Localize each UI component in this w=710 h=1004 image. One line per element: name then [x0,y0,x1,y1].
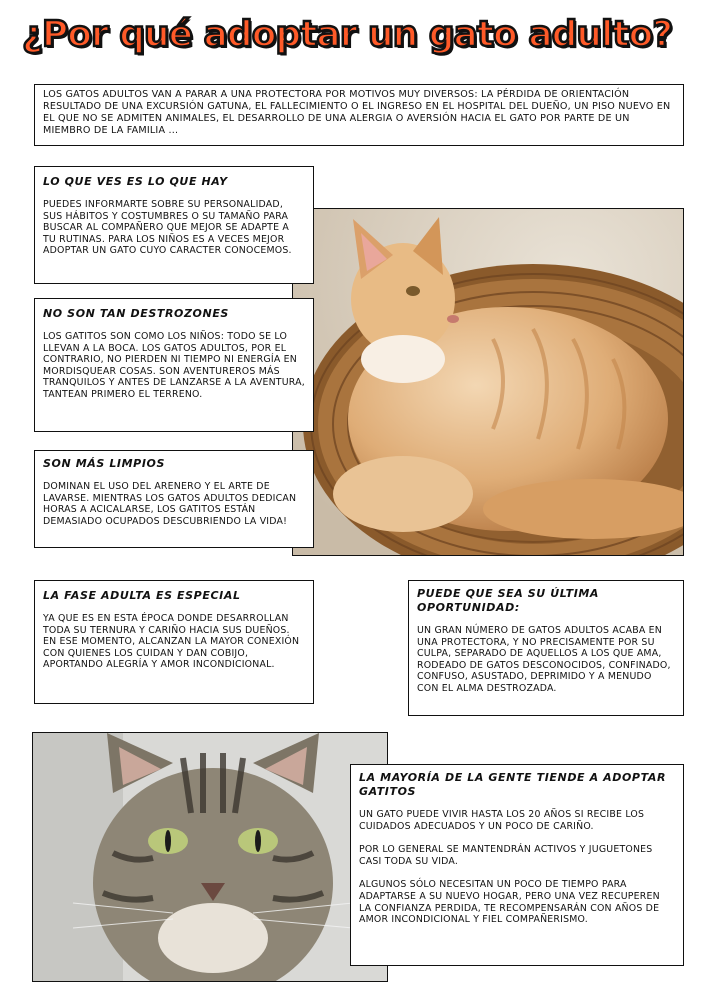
section-heading: LO QUE VES ES LO QUE HAY [43,175,228,188]
section-lo-que-ves [34,166,314,284]
section-fase-adulta [34,580,314,704]
section-text: UN GRAN NÚMERO DE GATOS ADULTOS ACABA EN UNA PROTECTORA, Y NO PRECISAMENTE POR SU CULPA, SEPARADO DE AQUELLOS A LOS QUE AMA, RODEADO DE GATOS DESCONOCIDOS, CONFINADO, CONFUSO, ASUSTADO, DEPRIMIDO Y A MENUDO CON EL ALMA DESTROZADA. [417,625,671,694]
tabby-cat-image [33,733,388,982]
intro-box [34,84,684,146]
section-heading: SON MÁS LIMPIOS [43,457,165,470]
page-title: ¿Por qué adoptar un gato adulto? [22,14,673,55]
section-text-2: POR LO GENERAL SE MANTENDRÁN ACTIVOS Y JUGUETONES CASI TODA SU VIDA. [359,844,653,867]
orange-cat-image [293,209,684,556]
section-text-1: UN GATO PUEDE VIVIR HASTA LOS 20 AÑOS SI RECIBE LOS CUIDADOS ADECUADOS Y UN POCO DE CARIÑO. [359,809,645,832]
section-mayoria [350,764,684,966]
section-limpios [34,450,314,548]
section-ultima-oportunidad [408,580,684,716]
section-text: PUEDES INFORMARTE SOBRE SU PERSONALIDAD, SUS HÁBITOS Y COSTUMBRES O SU TAMAÑO PARA BUSCAR AL COMPAÑERO QUE MEJOR SE ADAPTE A TU RUTINAS. PARA LOS NIÑOS ES A VECES MEJOR ADOPTAR UN GATO CUYO CARACTER CONOCEMOS. [43,199,292,257]
section-heading: NO SON TAN DESTROZONES [43,307,229,320]
section-heading: PUEDE QUE SEA SU ÚLTIMA OPORTUNIDAD: [417,587,600,614]
section-heading: LA FASE ADULTA ES ESPECIAL [43,589,241,602]
orange-cat-photo [292,208,684,556]
section-text-3: ALGUNOS SÓLO NECESITAN UN POCO DE TIEMPO PARA ADAPTARSE A SU NUEVO HOGAR, PERO UNA VEZ RECUPEREN LA CONFIANZA PERDIDA, TE RECOMPENSARÁN CON AÑOS DE AMOR INCONDICIONAL Y FIEL COMPAÑERISMO. [359,879,660,926]
section-text: YA QUE ES EN ESTA ÉPOCA DONDE DESARROLLAN TODA SU TERNURA Y CARIÑO HACIA SUS DUEÑOS. EN ESE MOMENTO, ALCANZAN LA MAYOR CONEXIÓN CON QUIENES LOS CUIDAN Y DAN COBIJO, APORTANDO ALEGRÍA Y AMOR INCONDICIONAL. [43,613,300,671]
section-text: LOS GATITOS SON COMO LOS NIÑOS: TODO SE LO LLEVAN A LA BOCA. LOS GATOS ADULTOS, POR EL CONTRARIO, NO PIERDEN NI TIEMPO NI ENERGÍA EN MORDISQUEAR COSAS. SON AVENTUREROS MÁS TRANQUILOS Y ANTES DE LANZARSE A LA AVENTURA, TANTEAN PRIMERO EL TERRENO. [43,331,305,400]
intro-text: LOS GATOS ADULTOS VAN A PARAR A UNA PROTECTORA POR MOTIVOS MUY DIVERSOS: LA PÉRDIDA DE ORIENTACIÓN RESULTADO DE UNA EXCURSIÓN GATUNA, EL FALLECIMIENTO O EL INGRESO EN EL HOSPITAL DEL DUEÑO, UN PISO NUEVO EN EL QUE NO SE ADMITEN ANIMALES, EL DESARROLLO DE UNA ALERGIA O AVERSIÓN HACIA EL GATO POR PARTE DE UN MIEMBRO DE LA FAMILIA ... [43,89,671,136]
section-destrozones [34,298,314,432]
section-text: DOMINAN EL USO DEL ARENERO Y EL ARTE DE LAVARSE. MIENTRAS LOS GATOS ADULTOS DEDICAN HORAS A ACICALARSE, LOS GATITOS ESTÁN DEMASIADO OCUPADOS DESCUBRIENDO LA VIDA! [43,481,297,527]
section-heading: LA MAYORÍA DE LA GENTE TIENDE A ADOPTAR GATITOS [359,771,667,798]
tabby-cat-photo [32,732,388,982]
